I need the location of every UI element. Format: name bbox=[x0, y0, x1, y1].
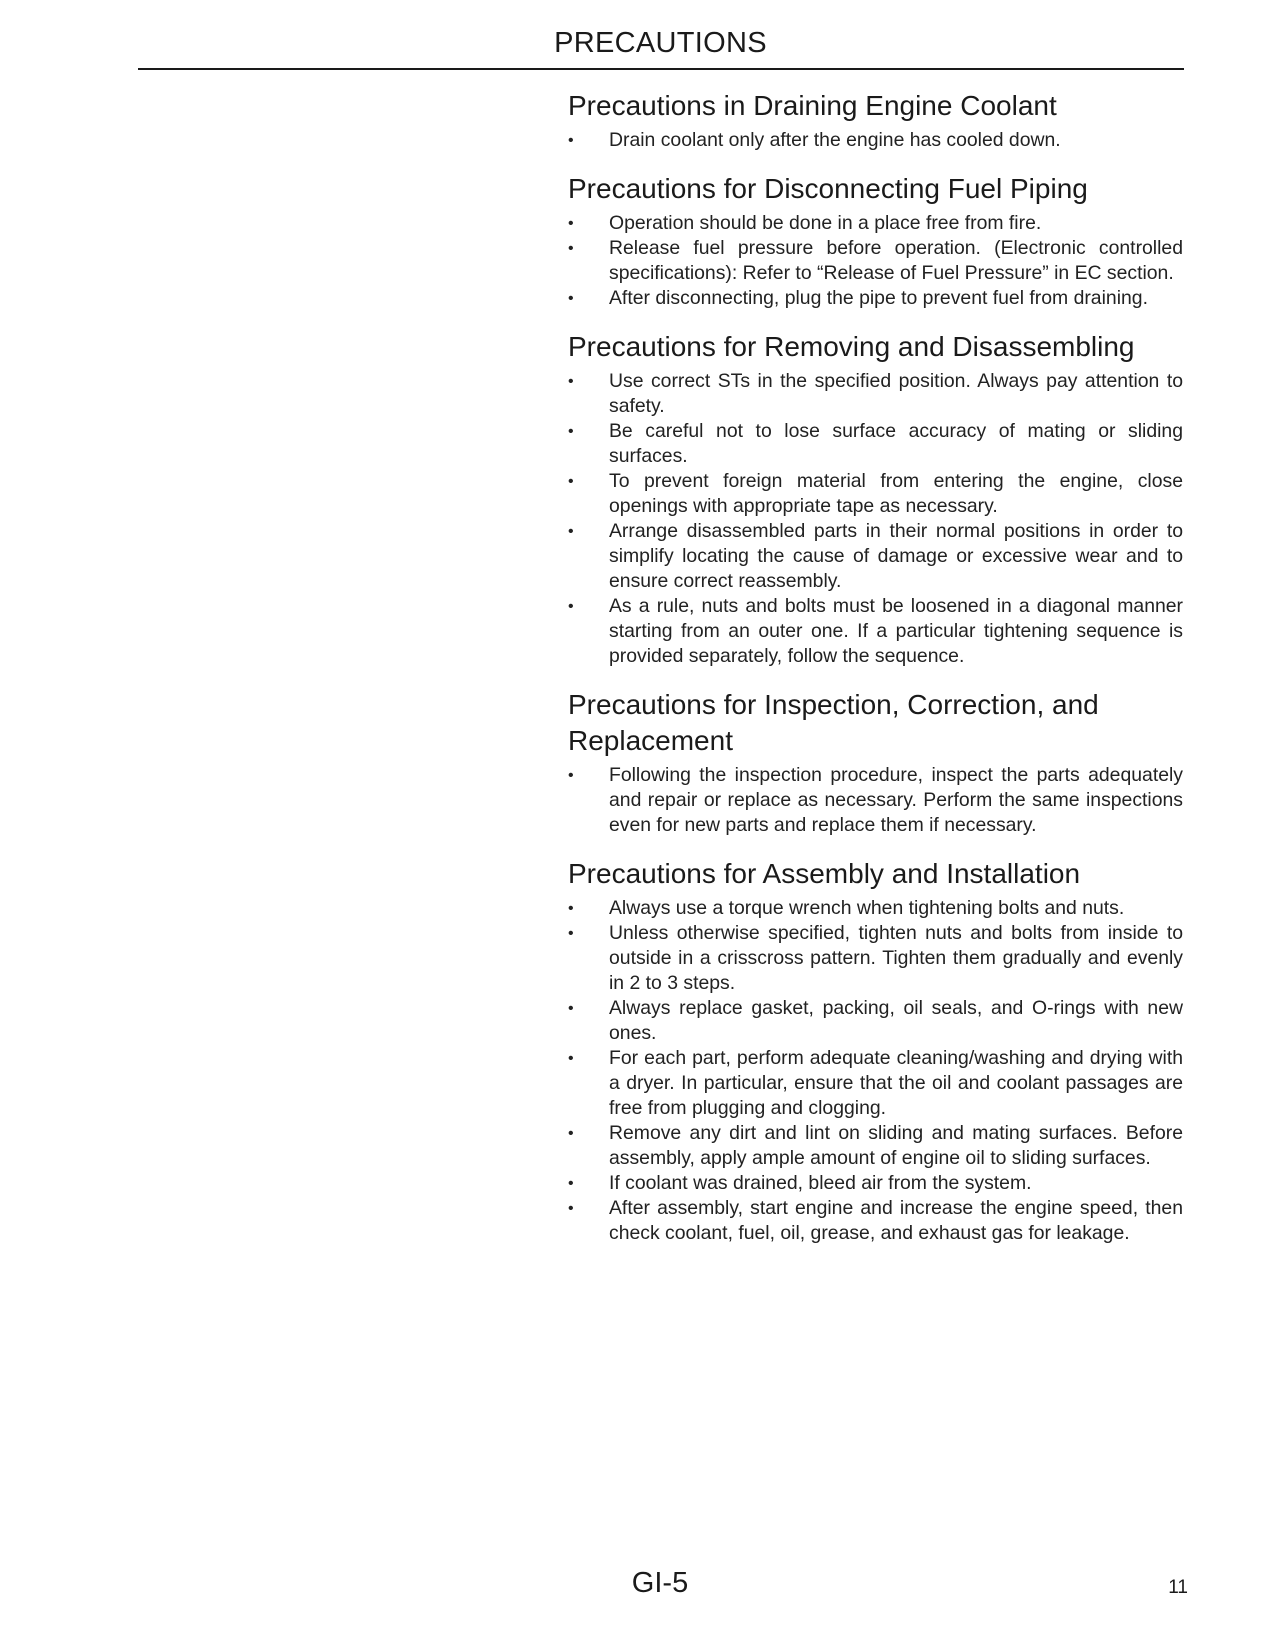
list-item bbox=[568, 763, 1183, 838]
list-item bbox=[568, 1121, 1183, 1171]
list-item-text: As a rule, nuts and bolts must be loosened in a diagonal manner starting from an outer one. If a particular tightening sequence is provided separately, follow the sequence. bbox=[609, 595, 1183, 667]
section-heading: Precautions for Inspection, Correction, and Replacement bbox=[568, 689, 1099, 756]
list-item bbox=[568, 1196, 1183, 1246]
list-item-text: Always replace gasket, packing, oil seals, and O-rings with new ones. bbox=[609, 997, 1183, 1044]
bullet-icon: • bbox=[568, 1200, 574, 1217]
list-item-text: Unless otherwise specified, tighten nuts and bolts from inside to outside in a crisscross pattern. Tighten them gradually and evenly in 2 to 3 steps. bbox=[609, 922, 1183, 994]
bullet-icon: • bbox=[568, 523, 574, 540]
list-item-text: Release fuel pressure before operation. (Electronic controlled specifications): Refer to “Release of Fuel Pressure” in EC section. bbox=[609, 237, 1183, 284]
list-item-text: After assembly, start engine and increase the engine speed, then check coolant, fuel, oil, grease, and exhaust gas for leakage. bbox=[609, 1197, 1183, 1244]
bullet-icon: • bbox=[568, 767, 574, 784]
bullet-list bbox=[568, 128, 1183, 153]
list-item bbox=[568, 469, 1183, 519]
section-draining-engine-coolant bbox=[568, 88, 1183, 153]
title-divider bbox=[138, 68, 1184, 70]
bullet-list bbox=[568, 896, 1183, 1246]
bullet-list bbox=[568, 211, 1183, 311]
list-item-text: Always use a torque wrench when tightening bolts and nuts. bbox=[609, 897, 1125, 919]
list-item bbox=[568, 921, 1183, 996]
list-item-text: Arrange disassembled parts in their normal positions in order to simplify locating the cause of damage or excessive wear and to ensure correct reassembly. bbox=[609, 520, 1183, 592]
list-item bbox=[568, 594, 1183, 669]
list-item-text: Remove any dirt and lint on sliding and mating surfaces. Before assembly, apply ample amount of engine oil to sliding surfaces. bbox=[609, 1122, 1183, 1169]
bullet-icon: • bbox=[568, 1000, 574, 1017]
list-item-text: Be careful not to lose surface accuracy of mating or sliding surfaces. bbox=[609, 420, 1183, 467]
list-item bbox=[568, 419, 1183, 469]
bullet-icon: • bbox=[568, 290, 574, 307]
bullet-icon: • bbox=[568, 1125, 574, 1142]
list-item-text: To prevent foreign material from entering the engine, close openings with appropriate tape as necessary. bbox=[609, 470, 1183, 517]
list-item-text: Drain coolant only after the engine has cooled down. bbox=[609, 129, 1061, 151]
list-item-text: If coolant was drained, bleed air from the system. bbox=[609, 1172, 1032, 1194]
bullet-icon: • bbox=[568, 473, 574, 490]
bullet-icon: • bbox=[568, 373, 574, 390]
section-heading: Precautions in Draining Engine Coolant bbox=[568, 90, 1057, 121]
section-heading: Precautions for Removing and Disassembling bbox=[568, 331, 1135, 362]
section-heading: Precautions for Assembly and Installation bbox=[568, 858, 1081, 889]
list-item-text: Use correct STs in the specified position. Always pay attention to safety. bbox=[609, 370, 1183, 417]
bullet-list bbox=[568, 369, 1183, 669]
bullet-icon: • bbox=[568, 240, 574, 257]
bullet-icon: • bbox=[568, 1175, 574, 1192]
bullet-icon: • bbox=[568, 423, 574, 440]
list-item-text: Following the inspection procedure, inspect the parts adequately and repair or replace as necessary. Perform the same inspections even for new parts and replace them if necessary. bbox=[609, 764, 1183, 836]
page-number: 11 bbox=[1168, 1577, 1188, 1598]
precautions-content bbox=[568, 88, 1183, 1264]
list-item-text: For each part, perform adequate cleaning/washing and drying with a dryer. In particular, ensure that the oil and coolant passages are free from plugging and clogging. bbox=[609, 1047, 1183, 1119]
list-item-text: After disconnecting, plug the pipe to prevent fuel from draining. bbox=[609, 287, 1148, 309]
bullet-icon: • bbox=[568, 925, 574, 942]
list-item bbox=[568, 369, 1183, 419]
list-item bbox=[568, 286, 1183, 311]
list-item bbox=[568, 996, 1183, 1046]
list-item bbox=[568, 236, 1183, 286]
list-item bbox=[568, 1046, 1183, 1121]
section-heading: Precautions for Disconnecting Fuel Piping bbox=[568, 173, 1088, 204]
section-inspection-correction-replacement bbox=[568, 687, 1183, 838]
list-item bbox=[568, 519, 1183, 594]
bullet-icon: • bbox=[568, 1050, 574, 1067]
section-disconnecting-fuel-piping bbox=[568, 171, 1183, 311]
section-assembly-installation bbox=[568, 856, 1183, 1246]
bullet-icon: • bbox=[568, 900, 574, 917]
list-item bbox=[568, 128, 1183, 153]
list-item bbox=[568, 896, 1183, 921]
bullet-icon: • bbox=[568, 215, 574, 232]
list-item bbox=[568, 211, 1183, 236]
list-item bbox=[568, 1171, 1183, 1196]
bullet-icon: • bbox=[568, 132, 574, 149]
section-removing-disassembling bbox=[568, 329, 1183, 669]
bullet-icon: • bbox=[568, 598, 574, 615]
page-title: PRECAUTIONS bbox=[554, 27, 767, 59]
footer-section-code: GI-5 bbox=[631, 1567, 689, 1599]
list-item-text: Operation should be done in a place free from fire. bbox=[609, 212, 1042, 234]
bullet-list bbox=[568, 763, 1183, 838]
